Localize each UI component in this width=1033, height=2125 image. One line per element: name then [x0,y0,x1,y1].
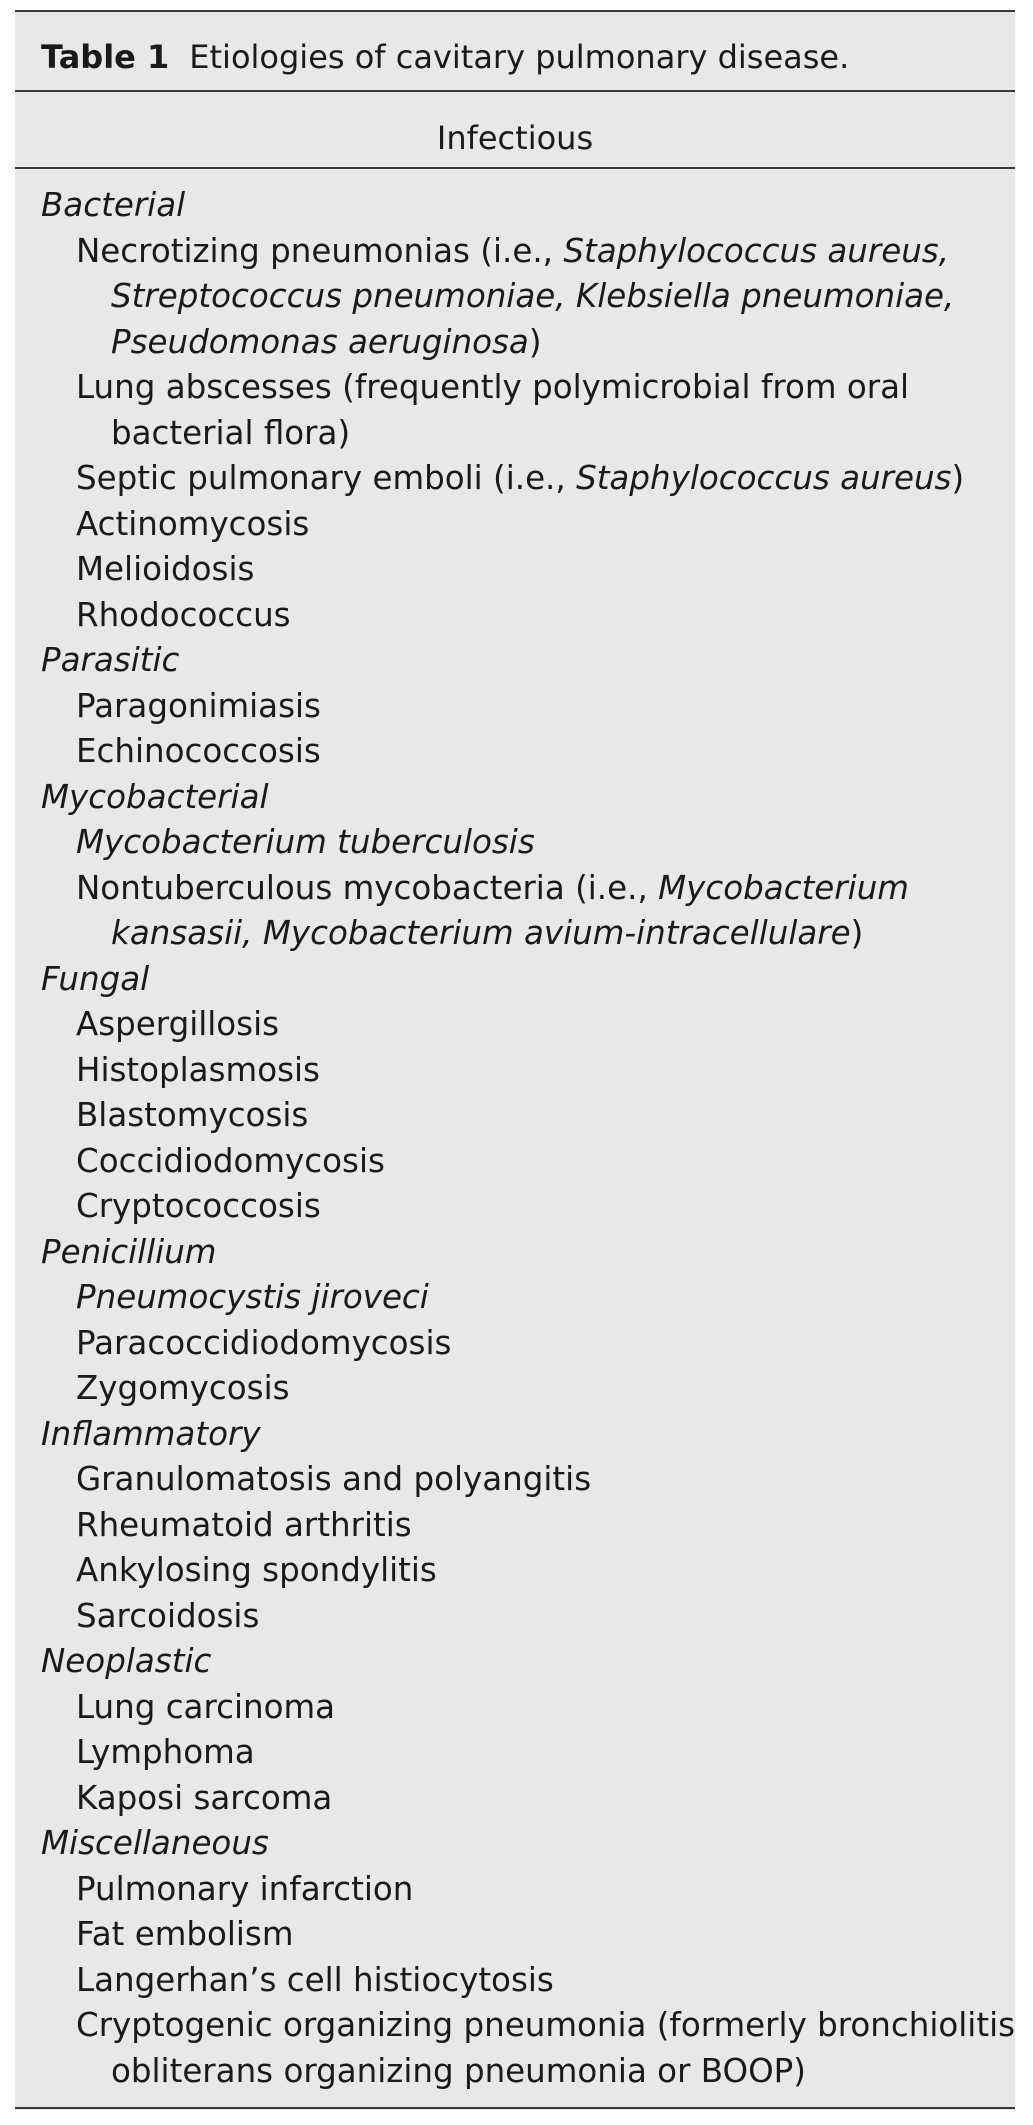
list-item [41,1184,1011,1230]
text-segment: Pulmonary infarction [76,1869,414,1908]
list-item [41,1366,1011,1412]
text-segment: Lung carcinoma [76,1687,336,1726]
italic-text: Staphylococcus aureus, [563,231,950,270]
list-item [41,1912,1011,1958]
etiology-list [41,183,1016,2094]
italic-text: Mycobacterium tuberculosis [76,823,535,861]
text-segment: bacterial flora) [111,413,351,452]
text-segment: Lymphoma [76,1733,255,1771]
table-caption-text: Etiologies of cavitary pulmonary disease. [189,38,850,76]
category-heading: Neoplastic [41,1642,212,1680]
category-heading: Fungal [41,959,150,998]
text-segment: ) [850,914,864,952]
category-heading: Bacterial [41,186,186,224]
list-item [41,1685,1011,1731]
italic-text: Pneumocystis jiroveci [76,1278,429,1316]
text-segment: Necrotizing pneumonias (i.e., [76,231,564,270]
list-item [41,1139,1011,1185]
text-segment: Lung abscesses (frequently polymicrobial from oral [76,368,910,406]
text-segment: Langerhan’s cell histiocytosis [76,1960,554,1999]
italic-text: kansasii, Mycobacterium avium-intracellulare [111,914,851,952]
list-item [41,1730,1011,1776]
text-segment: Paragonimiasis [76,686,321,725]
text-segment: Cryptococcosis [76,1187,321,1225]
list-item [41,1503,1011,1549]
text-segment: Echinococcosis [76,732,321,770]
text-segment: Coccidiodomycosis [76,1141,385,1180]
text-segment: Kaposi sarcoma [76,1778,333,1817]
text-segment: ) [951,459,965,497]
text-segment: Rheumatoid arthritis [76,1505,412,1544]
list-item [41,684,1011,730]
list-item [41,729,1011,775]
italic-text: Streptococcus pneumoniae, Klebsiella pneumoniae, [111,277,955,315]
text-segment: Paracoccidiodomycosis [76,1323,452,1362]
text-segment: Sarcoidosis [76,1596,260,1635]
text-segment: Histoplasmosis [76,1050,320,1089]
text-segment: Septic pulmonary emboli (i.e., [76,459,577,497]
list-item [41,1958,1011,2004]
list-item [41,1321,1011,1367]
list-item [41,1275,1011,1321]
text-segment: Melioidosis [76,550,255,588]
category-heading: Parasitic [41,641,180,679]
list-item [41,1002,1011,1048]
text-segment: Actinomycosis [76,504,310,543]
text-segment: Zygomycosis [76,1369,290,1407]
category-heading: Miscellaneous [41,1824,269,1862]
category-heading: Mycobacterial [41,777,269,816]
list-item [41,1093,1011,1139]
list-item [41,2003,1016,2049]
table-number: Table 1 [41,38,170,76]
list-item [41,1548,1011,1594]
text-segment: Rhodococcus [76,595,291,634]
list-item [41,593,1011,639]
list-item [41,547,1011,593]
list-item [41,820,1011,866]
table-panel [15,10,1015,2110]
list-item-continuation [41,320,1011,366]
category-heading: Inflammatory [41,1414,261,1453]
section-heading: Infectious [436,119,594,157]
list-item-continuation [41,911,1011,957]
text-segment: Cryptogenic organizing pneumonia (formerly bronchiolitis [76,2006,1016,2044]
italic-text: Mycobacterium [658,868,909,907]
list-item [41,1594,1011,1640]
text-segment: Aspergillosis [76,1005,280,1043]
list-item [41,365,1011,411]
text-segment: Granulomatosis and polyangitis [76,1460,592,1498]
caption-rule [15,90,1015,92]
top-rule [15,10,1015,12]
list-item [41,1776,1011,1822]
category-heading: Penicillium [41,1232,217,1271]
list-item [41,456,1011,502]
table-caption [41,35,849,79]
list-item [41,1867,1011,1913]
text-segment: Nontuberculous mycobacteria (i.e., [76,868,659,907]
list-item [41,1457,1011,1503]
list-item [41,1048,1011,1094]
bottom-rule [15,2107,1015,2109]
list-item [41,502,1011,548]
text-segment: Ankylosing spondylitis [76,1551,437,1589]
header-rule [15,167,1015,169]
italic-text: Pseudomonas aeruginosa [111,322,529,361]
text-segment: ) [528,322,542,361]
text-segment: obliterans organizing pneumonia or BOOP) [111,2051,806,2090]
list-item [41,866,1011,912]
list-item-continuation [41,274,1011,320]
list-item-continuation [41,2049,1011,2095]
text-segment: Blastomycosis [76,1096,309,1134]
text-segment: Fat embolism [76,1915,294,1953]
list-item [41,229,1011,275]
list-item-continuation [41,411,1011,457]
italic-text: Staphylococcus aureus [576,459,952,497]
